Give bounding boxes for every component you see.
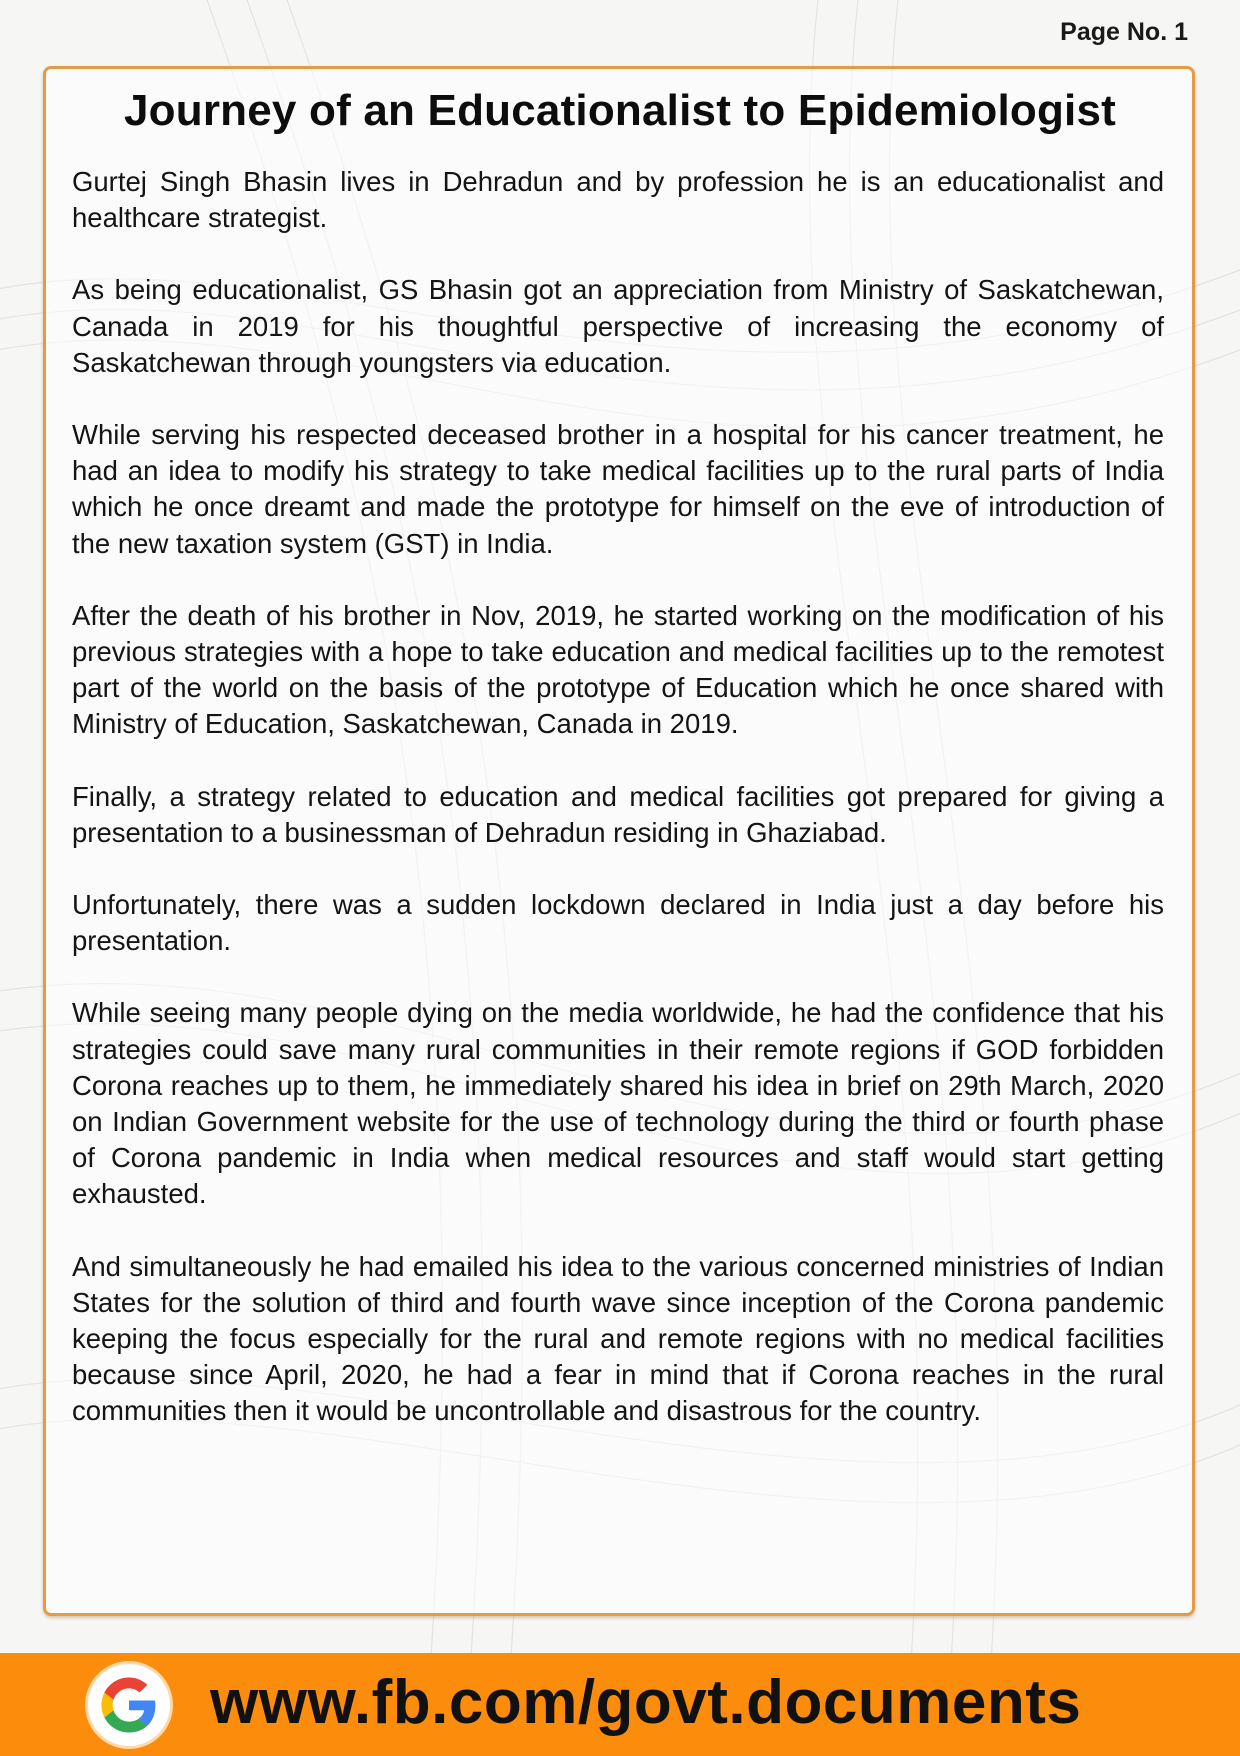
google-g-icon [99, 1675, 159, 1735]
paragraph-shared-idea: While seeing many people dying on the media worldwide, he had the confidence that his strategies could save many rural communities in their remote regions if GOD forbidden Corona reaches up to them, he immediately shared his idea in brief on 29th March, 2020 on Indian Government website for the use of technology during the third or fourth phase of Corona pandemic in India when medical resources and staff would start getting exhausted. [72, 997, 1164, 1210]
paragraph-emailed-idea: And simultaneously he had emailed his idea to the various concerned ministries of Indian States for the solution of third and fourth wave since inception of the Corona pandemic keeping the focus especially for the rural and remote regions with no medical facilities because since April, 2020, he had a fear in mind that if Corona reaches in the rural communities then it would be uncontrollable and disastrous for the country. [72, 1250, 1164, 1427]
google-badge [88, 1664, 170, 1746]
footer-url-link[interactable]: www.fb.com/govt.documents [210, 1668, 1082, 1737]
page-number: Page No. 1 [1060, 18, 1188, 46]
paragraph-appreciation: As being educationalist, GS Bhasin got an appreciation from Ministry of Saskatchewan, Canada in 2019 for his thoughtful perspective of increasing the economy of Saskatchewan through youngsters via education. [72, 274, 1164, 378]
document-body [72, 164, 1164, 1466]
paragraph-modification: After the death of his brother in Nov, 2019, he started working on the modification of his previous strategies with a hope to take education and medical facilities up to the remotest part of the world on the basis of the prototype of Education which he once shared with Ministry of Education, Saskatchewan, Canada in 2019. [72, 599, 1164, 740]
footer-banner [0, 1653, 1240, 1756]
document-title: Journey of an Educationalist to Epidemiologist [124, 86, 1116, 135]
paragraph-strategy: Finally, a strategy related to education and medical facilities got prepared for giving a presentation to a businessman of Dehradun residing in Ghaziabad. [72, 780, 1164, 848]
paragraph-intro: Gurtej Singh Bhasin lives in Dehradun and by profession he is an educationalist and healthcare strategist. [72, 166, 1164, 234]
paragraph-idea: While serving his respected deceased brother in a hospital for his cancer treatment, he had an idea to modify his strategy to take medical facilities up to the rural parts of India which he once dreamt and made the prototype for himself on the eve of introduction of the new taxation system (GST) in India. [72, 419, 1164, 559]
paragraph-lockdown: Unfortunately, there was a sudden lockdown declared in India just a day before his presentation. [72, 889, 1164, 957]
